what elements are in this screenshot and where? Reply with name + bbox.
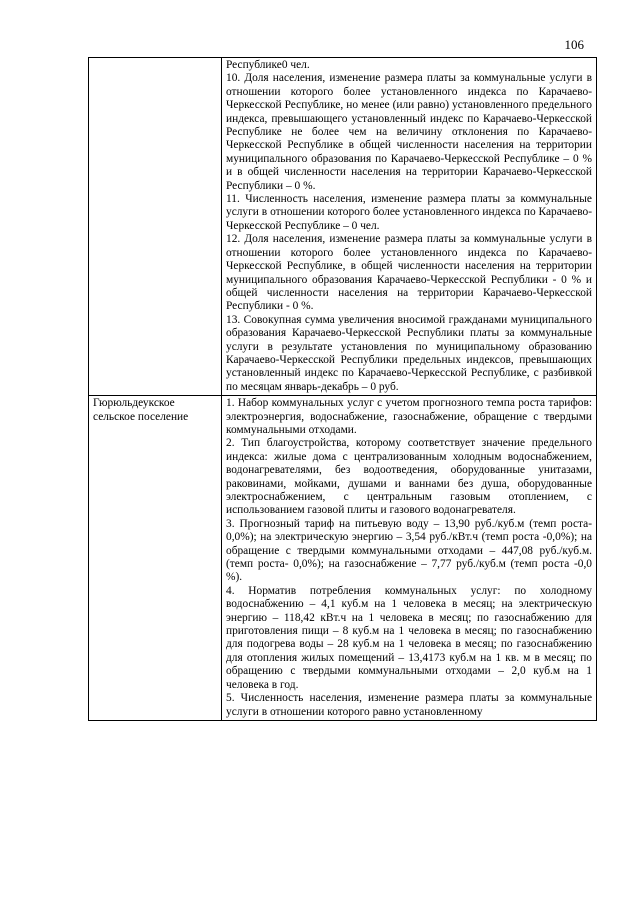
indicator-paragraph: 12. Доля населения, изменение размера платы за коммунальные услуги в отношении которого более установленного индекса по Карачаево-Черкесской Республике, в общей численности населения на территории муниципального образования Карачаево-Черкесской Республики - 0 % и общей численности населения на территории Карачаево-Черкесской Республики - 0 %. [226,233,592,313]
indicator-paragraph: 5. Численность населения, изменение размера платы за коммунальные услуги в отношении которого равно установленному [226,692,592,718]
municipality-cell: Гюрюльдеукское сельское поселение [89,396,222,721]
municipal-indices-table [88,57,597,721]
indicator-paragraph: 11. Численность населения, изменение размера платы за коммунальные услуги в отношении которого более установленного индекса по Карачаево-Черкесской Республике – 0 чел. [226,193,592,232]
table-row [89,396,597,721]
indicator-paragraph: 3. Прогнозный тариф на питьевую воду – 13,90 руб./куб.м (темп роста- 0,0%); на электрическую энергию – 3,54 руб./кВт.ч (темп роста -0,0%); на обращение с твердыми коммунальными отходами – 447,08 руб./куб.м. (темп роста- 0,0%); на газоснабжение – 7,77 руб./куб.м (темп роста -0,0 %). [226,517,592,584]
page-number: 106 [564,37,584,52]
indicator-paragraph: 1. Набор коммунальных услуг с учетом прогнозного темпа роста тарифов: электроэнергия, водоснабжение, газоснабжение, обращение с твердыми коммунальными отходами. [226,397,592,436]
indicator-paragraph: 10. Доля населения, изменение размера платы за коммунальные услуги в отношении которого более установленного индекса по Карачаево-Черкесской Республике, но менее (или равно) установленного предельного индекса, превышающего установленный индекс по Карачаево-Черкесской Республике не более чем на величину отклонения по Карачаево-Черкесской Республике в общей численности населения на территории муниципального образования по Карачаево-Черкесской Республике – 0 % и в общей численности населения на территории Карачаево-Черкесской Республики – 0 %. [226,72,592,192]
municipality-cell [89,58,222,396]
indicator-paragraph: 2. Тип благоустройства, которому соответствует значение предельного индекса: жилые дома с централизованным холодным водоснабжением, водонагревателями, без водоотведения, оборудованные унитазами, раковинами, мойками, душами и ваннами без душа, оборудованные электроснабжением, с центральным газовым отоплением, с использованием газовой плиты и газового водонагревателя. [226,437,592,517]
indicator-paragraph: 13. Совокупная сумма увеличения вносимой гражданами муниципального образования Карачаево-Черкесской Республики платы за коммунальные услуги в результате установления по муниципальному образованию Карачаево-Черкесской Республики предельных индексов, превышающих установленный индекс по Карачаево-Черкесской Республике, с разбивкой по месяцам январь-декабрь – 0 руб. [226,313,592,393]
indicators-cell [222,396,597,721]
indicator-paragraph: Республике0 чел. [226,59,310,71]
table-row [89,58,597,396]
indicator-paragraph: 4. Норматив потребления коммунальных услуг: по холодному водоснабжению – 4,1 куб.м на 1 человека в месяц; на электрическую энергию – 118,42 кВт.ч на 1 человека в месяц; по газоснабжению для приготовления пищи – 8 куб.м на 1 человека в месяц; по газоснабжению для подогрева воды – 28 куб.м на 1 человека в месяц; по газоснабжению для отопления жилых помещений – 13,4173 куб.м на 1 кв. м в месяц; по обращению с твердыми коммунальными отходами – 2,0 куб.м на 1 человека в год. [226,584,592,691]
indicators-cell [222,58,597,396]
